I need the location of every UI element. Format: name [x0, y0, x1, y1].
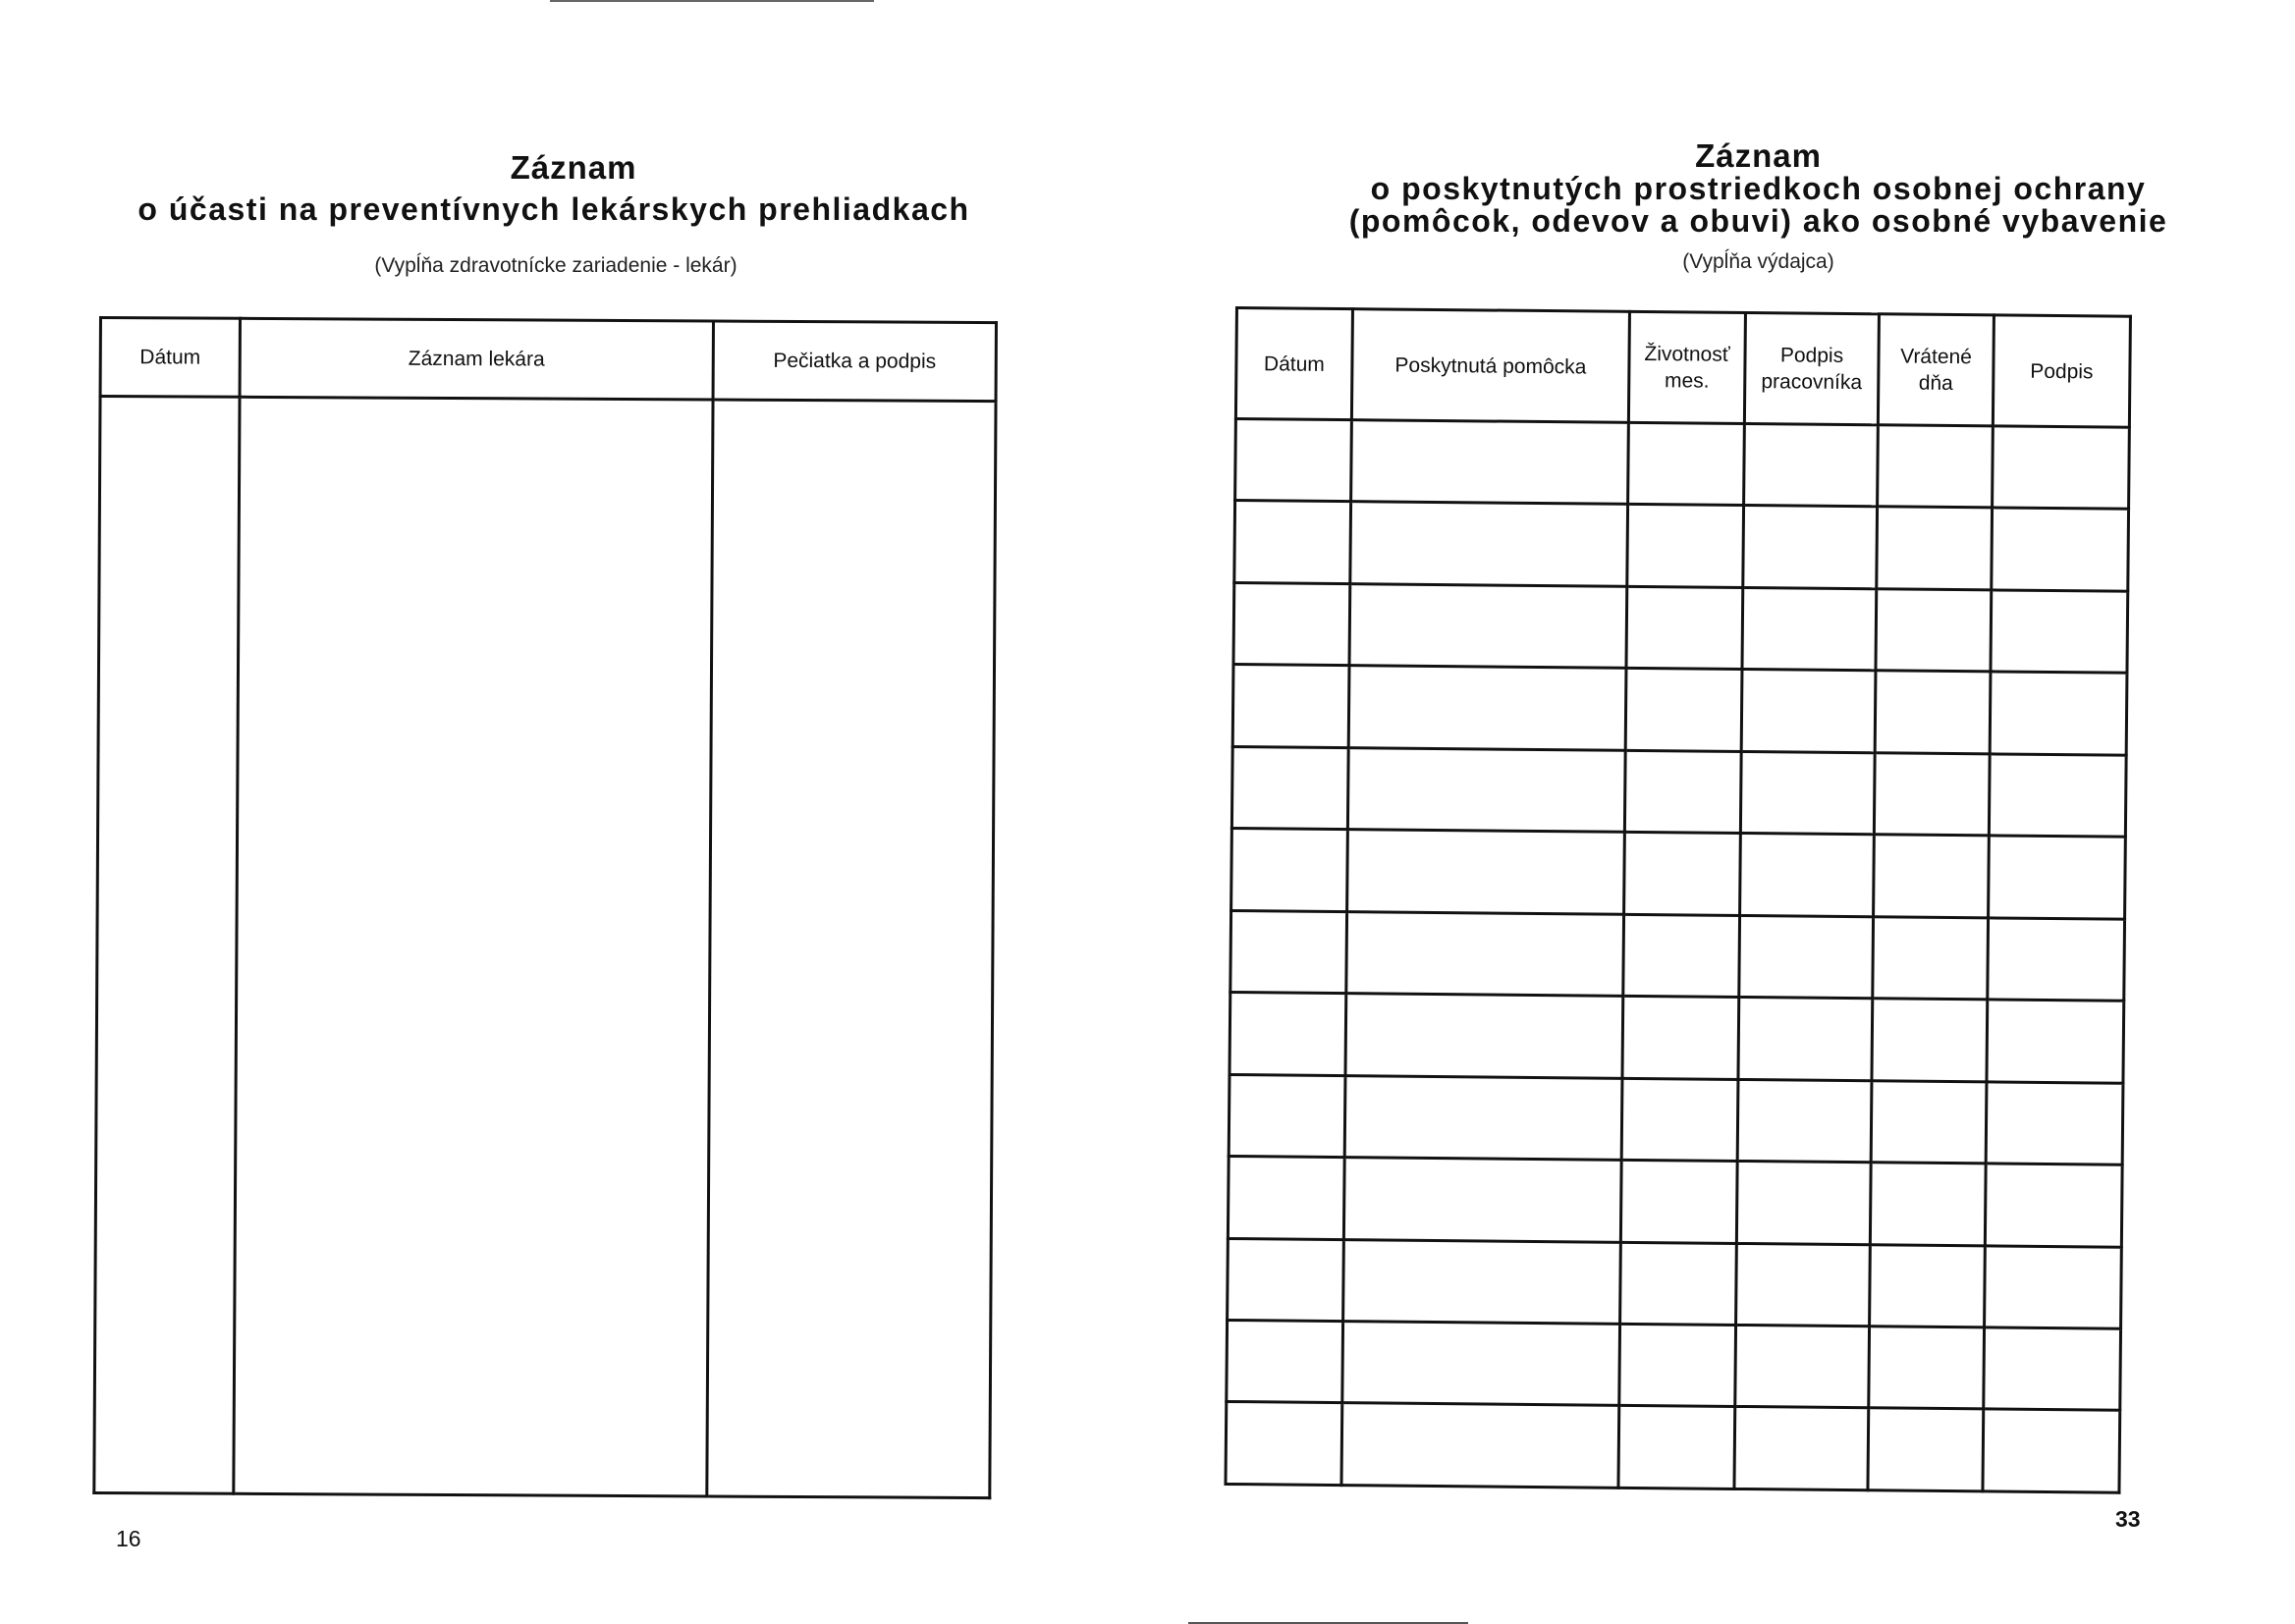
pomocka-cell[interactable]	[1343, 1158, 1621, 1242]
col-header-pomocka-text: Poskytnutá pomôcka	[1394, 353, 1587, 378]
scan-edge-line	[550, 0, 874, 2]
datum-cell[interactable]	[1229, 993, 1346, 1076]
datum-cell[interactable]	[1227, 1320, 1343, 1403]
datum-cell[interactable]	[1231, 829, 1348, 912]
zivotnost-cell[interactable]	[1619, 1324, 1736, 1407]
podpis-cell[interactable]	[1986, 1082, 2123, 1165]
zivotnost-cell[interactable]	[1620, 1242, 1737, 1326]
table-row	[1235, 419, 2130, 510]
vratene-dna-cell[interactable]	[1877, 507, 1993, 590]
vratene-dna-cell[interactable]	[1873, 916, 1989, 1000]
protective-equipment-table	[1224, 306, 2131, 1494]
datum-cell[interactable]	[1231, 746, 1348, 830]
table-row	[1229, 993, 2124, 1083]
zaznam-lekara-cell[interactable]	[234, 397, 713, 1496]
col-header-zivotnost-line2: mes.	[1664, 369, 1710, 393]
vratene-dna-cell[interactable]	[1870, 1244, 1986, 1327]
pomocka-cell[interactable]	[1345, 994, 1623, 1078]
podpis-cell[interactable]	[1985, 1164, 2122, 1247]
col-header-peciatka-podpis: Pečiatka a podpis	[713, 321, 996, 402]
datum-cell[interactable]	[1230, 910, 1347, 994]
right-title-line2: o poskytnutých prostriedkoch osobnej ochrany	[1370, 171, 2147, 206]
podpis-cell[interactable]	[1985, 1245, 2122, 1328]
col-header-podpis-text: Podpis	[2030, 359, 2094, 383]
table-row	[1232, 665, 2127, 755]
col-header-poskytnuta-pomocka	[1351, 309, 1629, 423]
vratene-dna-cell[interactable]	[1876, 589, 1992, 673]
table-row	[1229, 1074, 2123, 1164]
podpis-pracovnika-cell[interactable]	[1737, 1079, 1872, 1163]
datum-cell[interactable]	[1228, 1157, 1344, 1240]
vratene-dna-cell[interactable]	[1874, 835, 1990, 918]
podpis-pracovnika-cell[interactable]	[1735, 1325, 1870, 1408]
podpis-pracovnika-cell[interactable]	[1738, 998, 1873, 1081]
podpis-cell[interactable]	[1989, 836, 2126, 919]
right-page-number: 33	[2115, 1506, 2141, 1532]
zivotnost-cell[interactable]	[1625, 669, 1742, 752]
col-header-datum: Dátum	[100, 318, 240, 398]
table-row	[1234, 501, 2129, 591]
col-header-vratene-line2: dňa	[1918, 371, 1953, 396]
podpis-pracovnika-cell[interactable]	[1734, 1407, 1869, 1490]
datum-cell[interactable]	[1234, 501, 1351, 584]
left-title-line2: o účasti na preventívnych lekárskych prehliadkach	[137, 191, 970, 227]
table-row	[1227, 1320, 2121, 1410]
podpis-pracovnika-cell[interactable]	[1741, 670, 1876, 753]
table-row	[1226, 1402, 2120, 1492]
podpis-cell[interactable]	[1990, 672, 2127, 755]
col-header-podpis-pracovnika-line2: pracovníka	[1761, 370, 1863, 395]
col-header-datum-text: Dátum	[1263, 352, 1325, 376]
right-page	[1147, 0, 2295, 1624]
zivotnost-cell[interactable]	[1624, 750, 1741, 834]
col-header-vratene-dna	[1878, 314, 1994, 426]
table-row	[1231, 746, 2126, 837]
vratene-dna-cell[interactable]	[1875, 671, 1991, 754]
vratene-dna-cell[interactable]	[1878, 425, 1994, 509]
datum-cell[interactable]	[94, 397, 240, 1494]
podpis-pracovnika-cell[interactable]	[1740, 834, 1875, 917]
left-title-line1: Záznam	[510, 149, 637, 186]
datum-cell[interactable]	[1235, 419, 1352, 503]
datum-cell[interactable]	[1232, 665, 1349, 748]
podpis-cell[interactable]	[1991, 590, 2128, 674]
col-header-vratene-line1: Vrátené	[1900, 345, 1973, 369]
zivotnost-cell[interactable]	[1620, 1160, 1737, 1243]
pomocka-cell[interactable]	[1349, 584, 1627, 669]
right-title-line3: (pomôcok, odevov a obuvi) ako osobné vybavenie	[1348, 203, 2168, 239]
pomocka-cell[interactable]	[1350, 502, 1628, 586]
col-header-podpis-pracovnika	[1744, 312, 1879, 424]
zivotnost-cell[interactable]	[1626, 586, 1743, 670]
left-subtitle: (Vypĺňa zdravotnícke zariadenie - lekár)	[374, 254, 738, 277]
podpis-pracovnika-cell[interactable]	[1742, 587, 1877, 671]
datum-cell[interactable]	[1229, 1074, 1345, 1158]
pomocka-cell[interactable]	[1351, 420, 1629, 505]
right-subtitle: (Vypĺňa výdajca)	[1682, 250, 1834, 273]
zivotnost-cell[interactable]	[1628, 422, 1745, 506]
col-header-zaznam-lekara: Záznam lekára	[240, 318, 713, 400]
peciatka-podpis-cell[interactable]	[707, 400, 996, 1498]
preventive-exam-table	[92, 316, 998, 1499]
pomocka-cell[interactable]	[1343, 1239, 1621, 1324]
table-row	[1230, 910, 2125, 1001]
zivotnost-cell[interactable]	[1627, 505, 1744, 588]
datum-cell[interactable]	[1226, 1402, 1342, 1486]
zivotnost-cell[interactable]	[1624, 833, 1741, 916]
zivotnost-cell[interactable]	[1621, 1078, 1738, 1162]
podpis-pracovnika-cell[interactable]	[1736, 1243, 1871, 1326]
podpis-cell[interactable]	[1984, 1327, 2121, 1411]
podpis-cell[interactable]	[1983, 1409, 2120, 1492]
left-page	[0, 0, 1147, 1624]
podpis-cell[interactable]	[1992, 508, 2129, 591]
col-header-zivotnost	[1628, 311, 1745, 423]
left-page-number: 16	[116, 1526, 141, 1551]
table-row	[1228, 1157, 2122, 1247]
vratene-dna-cell[interactable]	[1870, 1163, 1986, 1246]
podpis-pracovnika-cell[interactable]	[1736, 1162, 1871, 1245]
pomocka-cell[interactable]	[1341, 1403, 1619, 1488]
vratene-dna-cell[interactable]	[1868, 1408, 1984, 1491]
table-row	[1231, 829, 2126, 919]
podpis-cell[interactable]	[1993, 426, 2130, 510]
podpis-cell[interactable]	[1987, 1000, 2124, 1083]
right-title-line1: Záznam	[1695, 137, 1822, 174]
vratene-dna-cell[interactable]	[1874, 753, 1990, 837]
col-header-podpis	[1993, 315, 2130, 427]
pomocka-cell[interactable]	[1347, 747, 1625, 832]
podpis-pracovnika-cell[interactable]	[1744, 423, 1879, 507]
podpis-pracovnika-cell[interactable]	[1739, 915, 1874, 999]
vratene-dna-cell[interactable]	[1871, 1080, 1987, 1164]
pomocka-cell[interactable]	[1346, 911, 1624, 996]
vratene-dna-cell[interactable]	[1872, 999, 1988, 1082]
podpis-pracovnika-cell[interactable]	[1740, 751, 1875, 835]
table-row	[1233, 582, 2128, 673]
podpis-cell[interactable]	[1988, 918, 2125, 1001]
vratene-dna-cell[interactable]	[1869, 1326, 1985, 1410]
zivotnost-cell[interactable]	[1622, 996, 1739, 1079]
pomocka-cell[interactable]	[1344, 1075, 1622, 1160]
pomocka-cell[interactable]	[1347, 830, 1625, 914]
col-header-podpis-pracovnika-line1: Podpis	[1779, 344, 1844, 367]
col-header-datum	[1235, 308, 1352, 420]
pomocka-cell[interactable]	[1348, 666, 1626, 750]
zivotnost-cell[interactable]	[1623, 914, 1740, 998]
podpis-cell[interactable]	[1989, 754, 2126, 838]
zivotnost-cell[interactable]	[1618, 1406, 1735, 1489]
col-header-zivotnost-line1: Životnosť	[1644, 343, 1730, 366]
table-row	[1228, 1238, 2122, 1328]
datum-cell[interactable]	[1228, 1238, 1344, 1322]
datum-cell[interactable]	[1233, 582, 1350, 666]
podpis-pracovnika-cell[interactable]	[1743, 506, 1878, 589]
pomocka-cell[interactable]	[1342, 1322, 1620, 1406]
equipment-rows	[1226, 419, 2129, 1493]
